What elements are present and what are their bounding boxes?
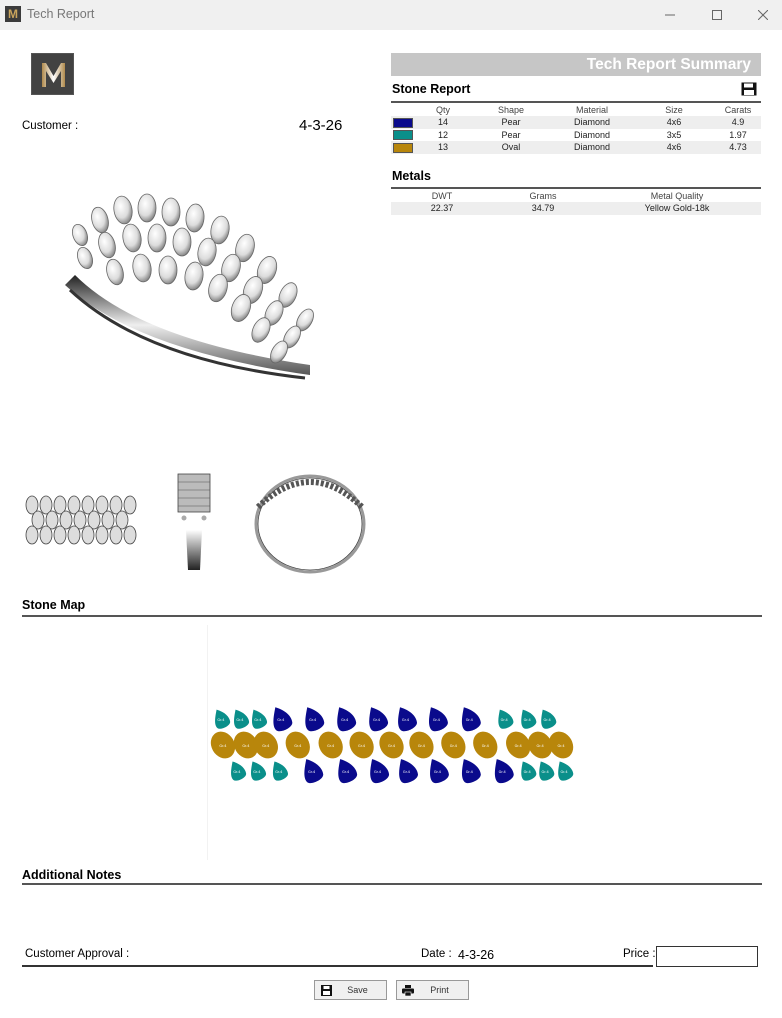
shape-cell: Oval [471,141,551,154]
col-carats: Carats [724,105,752,115]
col-qty: Qty [435,105,450,115]
stone-label: Gr.4 [373,769,382,774]
stone-label: Gr.4 [500,718,508,723]
maximize-icon [712,10,722,20]
stone-report-header-row [391,104,761,116]
stone-label: Gr.4 [387,743,396,748]
print-button-label: Print [430,985,449,995]
additional-notes-title: Additional Notes [22,868,122,882]
stone-label: Gr.4 [465,769,473,774]
app-icon: M [5,6,21,22]
stone-label: Gr.4 [543,718,551,723]
col-dwt: DWT [431,191,453,201]
company-logo [31,53,74,95]
qty-cell: 14 [415,116,471,129]
stone-label: Gr.4 [498,769,506,774]
ring-main-image [45,180,345,390]
summary-title: Tech Report Summary [586,56,751,73]
color-swatch-teal [393,130,413,140]
stone-label: Gr.4 [253,769,261,774]
qty-cell: 12 [437,129,448,140]
stone-label: Gr.4 [242,743,250,748]
stone-label: Gr.4 [308,769,316,774]
col-grams: Grams [529,191,557,201]
stone-label: Gr.4 [219,743,227,748]
stone-label: Gr.4 [481,743,489,748]
metals-title: Metals [392,169,431,183]
col-material: Material [575,105,608,115]
stone-label: Gr.4 [514,743,522,748]
table-row [391,202,761,215]
size-cell: 3x5 [666,129,682,140]
stone-label: Gr.4 [433,769,441,774]
col-size: Size [665,105,683,115]
stone-label: Gr.4 [536,743,544,748]
stone-label: Gr.4 [402,769,411,774]
stone-label: Gr.4 [541,769,549,774]
stone-map-image [207,625,587,860]
stone-label: Gr.4 [217,718,225,723]
stone-label: Gr.4 [523,769,531,774]
stone-label: Gr.4 [254,718,262,723]
size-cell: 4x6 [633,116,715,129]
ring-front-thumbnail[interactable] [22,490,137,550]
table-row [391,116,761,129]
window-title: Tech Report [27,7,95,21]
carats-cell: 1.97 [729,129,747,140]
close-icon [758,10,768,20]
stone-label: Gr.4 [465,718,473,723]
grams-cell: 34.79 [493,202,593,215]
stone-label: Gr.4 [294,743,302,748]
customer-date: 4-3-26 [299,117,343,134]
size-cell: 4x6 [633,141,715,154]
stone-label: Gr.4 [523,718,531,723]
dwt-cell: 22.37 [391,202,493,215]
stone-label: Gr.4 [560,769,568,774]
print-button[interactable] [396,980,469,1000]
material-cell: Diamond [573,129,611,140]
stone-label: Gr.4 [277,718,285,723]
minimize-button[interactable] [647,0,693,30]
summary-header [391,53,761,76]
stone-label: Gr.4 [327,743,335,748]
price-label: Price : [623,948,656,960]
stone-report-title: Stone Report [392,82,471,96]
metals-divider [391,187,761,189]
stone-label: Gr.4 [341,718,349,723]
stone-label: Gr.4 [233,769,241,774]
ring-side-thumbnail[interactable] [170,472,220,572]
stone-label: Gr.4 [449,743,457,748]
col-color [391,104,415,116]
title-bar [0,0,782,30]
logo-m-icon [32,54,75,96]
price-input[interactable] [656,946,758,967]
stone-report-table [391,104,761,154]
color-swatch-navy [393,118,413,128]
printer-icon [402,985,414,996]
col-shape: Shape [497,105,525,115]
col-metal-quality: Metal Quality [650,191,704,201]
date-value: 4-3-26 [458,948,495,962]
date-label: Date : [421,948,452,960]
minimize-icon [665,10,675,20]
stone-label: Gr.4 [262,743,270,748]
close-button[interactable] [740,0,782,30]
color-swatch-gold [393,143,413,153]
table-row [391,141,761,154]
carats-cell: 4.9 [715,116,761,129]
approval-signature-line [22,965,653,967]
ring-top-thumbnail[interactable] [250,462,370,577]
stone-report-divider [391,101,761,103]
additional-notes-divider [22,883,762,885]
stone-label: Gr.4 [275,769,283,774]
stone-label: Gr.4 [432,718,440,723]
save-button-label: Save [347,985,368,995]
stone-label: Gr.4 [417,743,426,748]
stone-label: Gr.4 [309,718,317,723]
customer-label: Customer : [22,120,79,132]
maximize-button[interactable] [694,0,740,30]
material-cell: Diamond [551,116,633,129]
metal-quality-cell: Yellow Gold-18k [593,202,761,215]
table-row [391,129,761,142]
material-cell: Diamond [551,141,633,154]
carats-cell: 4.73 [715,141,761,154]
customer-approval-label: Customer Approval : [25,948,130,960]
stone-label: Gr.4 [401,718,410,723]
metals-table [391,190,761,215]
stone-map-title: Stone Map [22,598,86,612]
save-button[interactable] [314,980,387,1000]
stone-label: Gr.4 [342,769,350,774]
stone-label: Gr.4 [557,743,565,748]
stone-label: Gr.4 [372,718,381,723]
stone-map-divider [22,615,762,617]
shape-cell: Pear [471,116,551,129]
floppy-disk-icon[interactable] [741,82,757,96]
floppy-disk-icon [321,985,332,996]
qty-cell: 13 [415,141,471,154]
metals-header-row [391,190,761,202]
stone-label: Gr.4 [358,743,366,748]
shape-cell: Pear [501,129,521,140]
stone-label: Gr.4 [236,718,244,723]
